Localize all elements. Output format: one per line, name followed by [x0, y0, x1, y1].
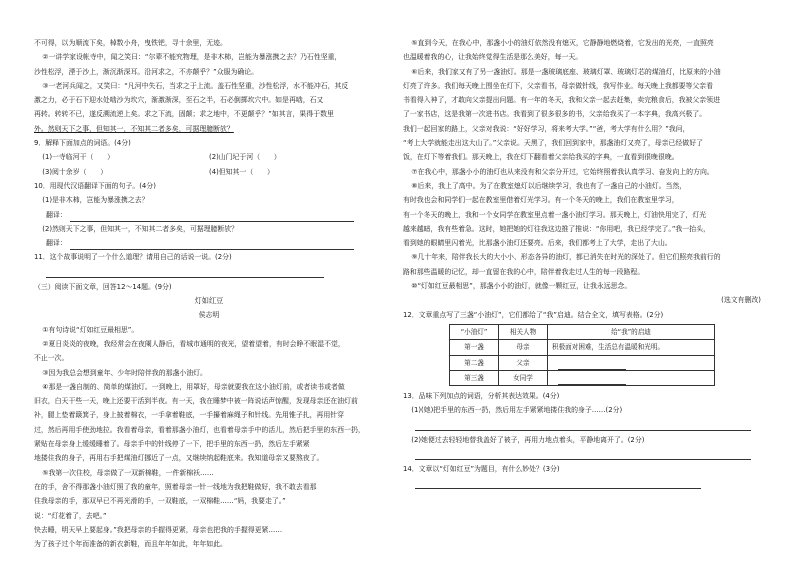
- article-line: 路和那些温暖的记忆，却一直留在我的心中，陪伴着我走过人生的每一段路程。: [403, 267, 645, 276]
- question-13-item-2: (2)她便过去轻轻地替我盖好了被子，再用力地点着头，平静地离开了。(2分): [411, 435, 645, 444]
- article-line: ⑤我第一次住校，母亲做了一双新棉鞋，一件新棉袄……: [42, 468, 214, 477]
- table-cell-lamp: 第一盏: [450, 340, 499, 355]
- question-9-heading: 9．解释下面加点的词语。(4分): [34, 139, 131, 148]
- article-line: 说：“灯花着了，去吧。”: [34, 511, 107, 520]
- article-line: 补，腿上垫着簸箕子，身上披着棉衣，一手拿着鞋底，一手攥着麻绳子和针线。先用锥子扎，再用针穿: [34, 411, 345, 420]
- passage-line-underlined: 外。然则天下之事，但知其一，不知其二者多矣，可据理臆断欤？: [34, 124, 234, 133]
- article-title: 灯如红豆: [194, 296, 224, 306]
- translate-label: 翻译：: [46, 210, 67, 219]
- question-11-heading: 11．这个故事说明了一个什么道理？请用自己的话说一说。(2分): [34, 253, 232, 262]
- question-13-item-1: (1)(她)把手里的东西一扔，然后用左手紧紧地搂住我的身子……(2分): [411, 406, 623, 415]
- article-line: 灯亮了许多。我们每天晚上围坐在灯下，父亲看书，母亲做针线，我写作业。每天晚上我都要等父亲看: [403, 81, 714, 90]
- article-line: 不止一次。: [34, 354, 69, 363]
- question-11-answer-line[interactable]: [46, 265, 324, 278]
- right-column: [403, 36, 761, 491]
- section-3-heading: （三）阅读下面文章，回答12～14题。(9分): [34, 282, 172, 291]
- article-line: ⑦在我心中，那盏小小的油灯也从来没有和父亲分开过，它始终照着我认真学习、奋发向上的方向。: [411, 167, 714, 176]
- passage-line: ③一老河兵闻之，又笑曰：“凡河中失石，当求之于上流。盖石性坚重，沙性松浮，水不能冲石，其反: [42, 81, 349, 90]
- table-header-person: 相关人物: [499, 324, 548, 339]
- question-12-table: [449, 324, 715, 386]
- table-row: [450, 355, 715, 370]
- article-line: 越来越暗，我有些着急。这时，她把她的灯往我这边推了推说：“你用吧，我已经学完了。”我一抬头，: [403, 224, 710, 233]
- article-line: 紧贴在母亲身上缓缓睡着了。母亲手中的针线停了一下，把手里的东西一扔，然后左手紧紧: [34, 440, 310, 449]
- question-13-answer-line-1[interactable]: [415, 418, 751, 431]
- article-line: 旧衣，白天干些一天，晚上还要干活到半夜。有一天，我在睡梦中被一阵说话声惊醒，发现母亲还在油灯前: [34, 397, 358, 406]
- answer-blank[interactable]: [558, 361, 626, 370]
- question-9-items-row: [34, 165, 384, 179]
- table-cell-person: 父亲: [499, 355, 548, 370]
- source-note: (选文有删改): [721, 296, 761, 305]
- article-line: ④那是一盏自制的、简单的煤油灯。一到晚上，用罩好，母亲就要我在这小油灯前，或者读书或者做: [42, 382, 345, 391]
- question-14-answer-line[interactable]: [415, 476, 701, 489]
- article-line: ③因为我总会想到童年、少年时陪伴我的那盏小油灯。: [42, 368, 207, 377]
- article-line: 书看得入神了，才敢向父亲提出问题。有一年的冬天，我和父亲一起去赶集，卖完粮食后，我被父亲领进: [403, 96, 720, 105]
- question-9-item[interactable]: (1)一寺临河干（ ）: [42, 153, 115, 162]
- article-line: 我们一起回家的路上，父亲对我说：“好好学习，将来考大学。”“爸，考大学有什么用？”我问，: [403, 124, 690, 133]
- translation-answer-line[interactable]: [70, 238, 354, 250]
- table-row: [450, 370, 715, 385]
- question-10-sentence-2: (2)然则天下之事，但知其一，不知其二者多矣，可据理臆断欤？: [42, 224, 239, 233]
- article-line: 住我母亲的手，那双早已不再光滑的手，一双鞋底，一双棉鞋……“妈，我要走了。”: [34, 497, 286, 506]
- article-line: ⑥后来，我们家又有了另一盏油灯。那是一盏玻璃底座、玻璃灯罩、玻璃灯芯的煤油灯，比原来的小油: [411, 67, 721, 76]
- table-cell-insight-blank[interactable]: [548, 355, 715, 370]
- table-cell-insight: 积极面对困难，生活总有温暖和光明。: [548, 340, 715, 355]
- article-line: ⑤直到今天，在我心中，那盏小小的油灯依然没有熄灭，它静静地燃烧着，它发出的光亮，一直照亮: [411, 39, 714, 47]
- table-cell-person: 母亲: [499, 340, 548, 355]
- question-9-item[interactable]: (4)但知其一（ ）: [209, 167, 274, 176]
- table-row: [450, 340, 715, 355]
- article-line: 了一家书店，这是我第一次进书店。我看到了很多很多的书，父亲给我买了一本字典，我高兴极了。: [403, 110, 707, 119]
- article-line: 地搂住我的身子，再用右手把煤油灯挪近了一点，又继续纳起鞋底来。我知道母亲又要熬夜了。: [34, 454, 324, 463]
- passage-line: 不可得，以为顺流下矣，棹数小舟，曳铁钯，寻十余里，无迹。: [34, 39, 227, 47]
- table-header-row: [450, 324, 715, 339]
- translate-label: 翻译：: [46, 239, 67, 248]
- article-line: 过，然后再用手使劲地拉。我看着母亲，看着那盏小油灯，也看着母亲手中的活儿，然后把手里的东西一扔，: [34, 425, 365, 434]
- passage-line: 激之力，必于石下迎水处啮沙为坎穴，渐激渐深，至石之半，石必倒掷坎穴中。如是再啮，石又: [34, 96, 324, 105]
- question-14-heading: 14．文章以“灯如红豆”为题目，有什么妙处？(3分): [403, 465, 560, 474]
- left-column: [34, 36, 384, 551]
- article-line: 快去睡，明天早上要起身。”我把母亲的手握得更紧，母亲也把我的手握得更紧……: [34, 525, 283, 534]
- article-line: 为了孩子过个年而准备的新衣新鞋，而且年年如此，年年如此。: [34, 540, 227, 549]
- article-line: ②夏日炎炎的夜晚，我经常会在夜阑人静后，看城市通明的夜光，望着望着，有时会睁不眠湿不觉，: [42, 339, 345, 348]
- article-line: 在的手，舍不得那盏小油灯照了我的童年，照着母亲一针一线地为我把鞋做好，我不敢去看那: [34, 482, 317, 491]
- table-cell-person: 女同学: [499, 370, 548, 385]
- answer-blank[interactable]: [558, 376, 626, 385]
- article-author: 侯志明: [198, 311, 220, 320]
- translation-row-2: [34, 236, 384, 250]
- question-10-heading: 10．用现代汉语翻译下面的句子。(4分): [34, 181, 156, 190]
- question-13-heading: 13．品味下列加点的词语，分析其表达效果。(4分): [403, 392, 560, 401]
- table-header-insight: 给“我”的启迪: [548, 324, 715, 339]
- article-line: 也温暖着我的心，让我始终觉得生活是那么美好，每一天。: [403, 53, 583, 62]
- article-line: 有一个冬天的晚上，我和一个女同学在教室里点着一盏小油灯学习。那天晚上，灯油快用完了，灯光: [403, 210, 707, 219]
- question-12-heading: 12．文章重点写了三盏“小油灯”，它们都给了“我”启迪。结合全文，填写表格。(2分): [403, 310, 664, 319]
- question-9-items-row: [34, 150, 384, 164]
- article-line: 有时我也会和同学们一起在教室里借着灯光学习。有一个冬天的晚上，我们在教室里学习，: [403, 196, 679, 205]
- table-header-lamp: “小油灯”: [450, 324, 499, 339]
- passage-line: 再转。转转不已，遂反溯流逆上矣。求之下流，固颠；求之地中，不更颠乎？”如其言，果得于数里: [34, 110, 334, 119]
- table-cell-insight-blank[interactable]: [548, 370, 715, 385]
- article-line: ⑨几十年来，陪伴我长大的大小小、形态各异的油灯，都已消失在时光的深处了。但它们照亮我前行的: [411, 253, 721, 262]
- table-cell-lamp: 第二盏: [450, 355, 499, 370]
- article-line: ⑧后来，我上了高中。为了在教室熄灯以后继续学习，我也有了一盏自己的小油灯。当然，: [411, 181, 687, 190]
- article-line: “考上大学就能走出这大山了。”父亲说。天黑了，我们回到家中，那盏油灯又亮了，母亲已经做好了: [403, 139, 703, 148]
- question-10-sentence-1: (1)是非木柿，岂能为暴涨携之去？: [42, 196, 149, 205]
- passage-line: ②一讲学家设帐寺中，闻之笑曰：“尔辈不能究物理，是非木柿，岂能为暴涨携之去？乃石性坚重，: [42, 53, 342, 62]
- article-line: ①有句诗说“灯如红豆最相思”。: [42, 325, 139, 334]
- table-cell-lamp: 第三盏: [450, 370, 499, 385]
- translation-row-1: [34, 208, 384, 222]
- question-13-answer-line-2[interactable]: [415, 447, 751, 460]
- question-9-item[interactable]: (3)阅十余岁（ ）: [42, 167, 108, 176]
- article-line: ⑩“灯如红豆最相思”，那盏小小的油灯，就像一颗红豆，让我永远思念。: [411, 282, 632, 291]
- passage-line: 沙性松浮，湮于沙上，渐沉渐深耳。沿河求之，不亦颠乎？”众服为确论。: [34, 67, 259, 76]
- article-line: 看到她的眼睛里闪着光，比那盏小油灯还要亮。后来，我们都考上了大学，走出了大山。: [403, 239, 672, 248]
- translation-answer-line[interactable]: [70, 210, 354, 222]
- question-9-item[interactable]: (2)山门圮于河（ ）: [209, 153, 281, 162]
- article-line: 饭，在灯下等着我们。那天晚上，我在灯下翻看着父亲给我买的字典，一直看到很晚很晚。: [403, 153, 679, 162]
